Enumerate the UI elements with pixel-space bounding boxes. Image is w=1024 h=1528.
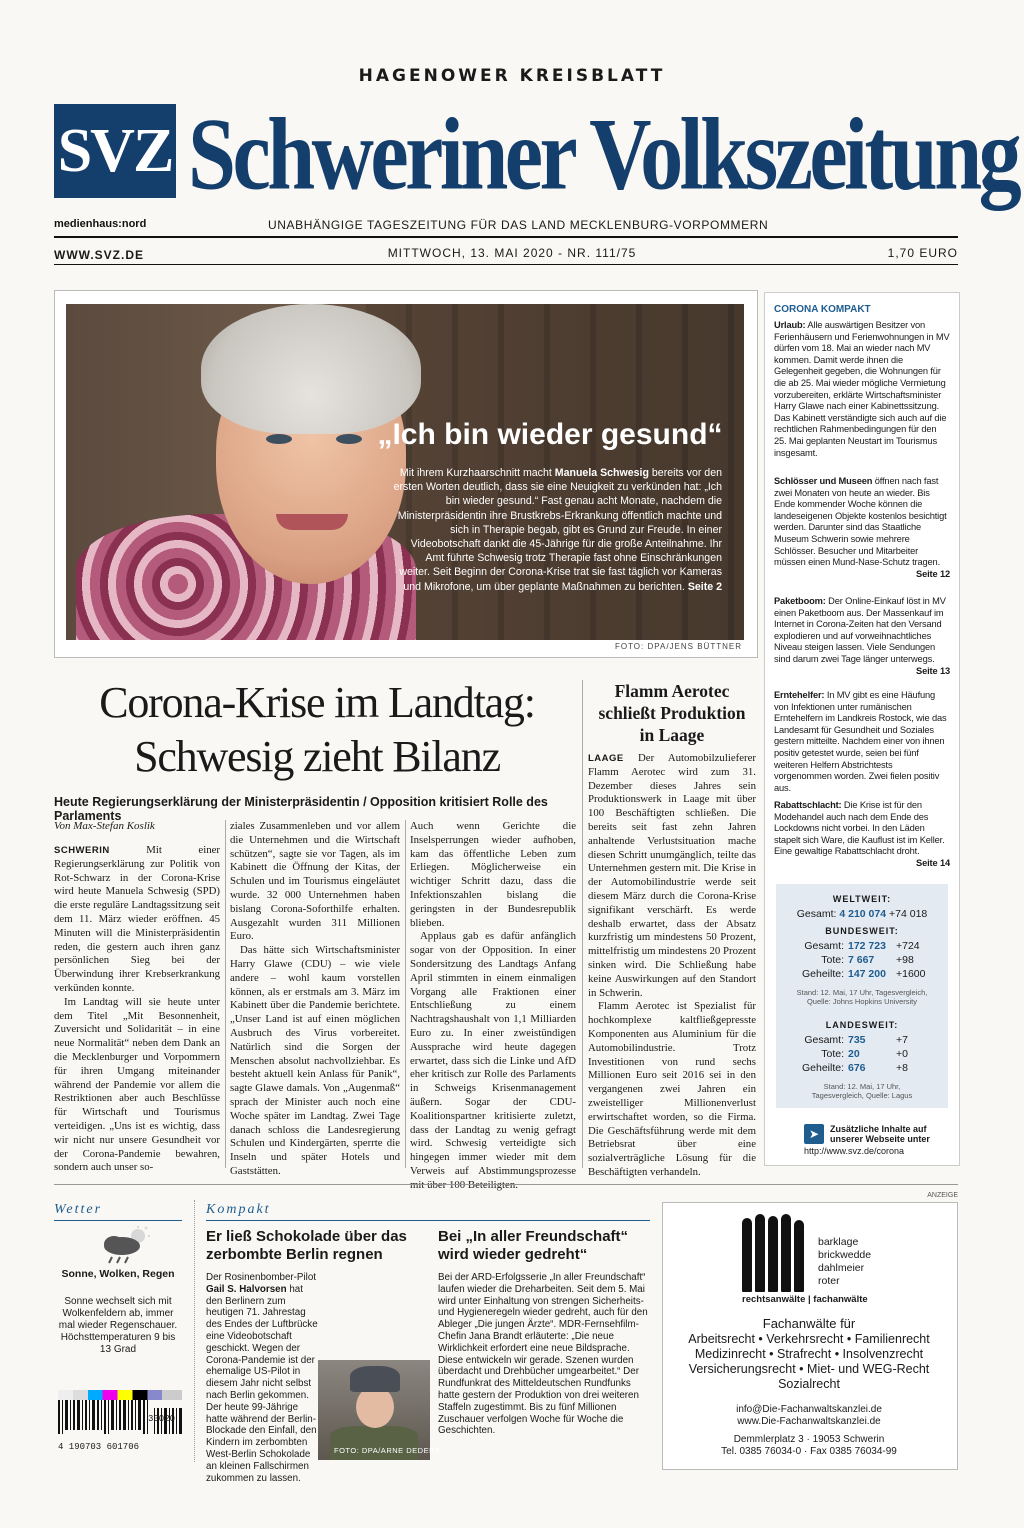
barcode-addon-number: 30020 bbox=[148, 1414, 176, 1424]
column-rule bbox=[225, 820, 226, 1168]
sidebar-item-text: Der Online-Einkauf löst in MV einen Paketboom aus. Der Massenkauf im Internet in Corona-Zeiten hat den Versand explodieren und auf vorweihnachtliches Niveau steigen lassen. Viele Sendungen sind darum zwei Tage länger unterwegs. bbox=[774, 596, 946, 664]
stats-head-state: LANDESWEIT: bbox=[825, 1020, 899, 1030]
sidebar-item-head: Paketboom: bbox=[774, 596, 826, 606]
stat-delta: +0 bbox=[896, 1048, 908, 1060]
price: 1,70 EURO bbox=[887, 246, 958, 260]
stats-head-world: WELTWEIT: bbox=[832, 894, 892, 904]
stats-note: Quelle: Johns Hopkins University bbox=[806, 997, 918, 1006]
paragraph: Auch wenn Gerichte die Inselsperrungen wieder aufhoben, kam das öffentliche Leben zum Erliegen. Möglicherweise ein wichtiger Schritt dazu, dass die Infektionszahlen bislang die geringsten in der Bundesrepublik blieben. bbox=[410, 820, 576, 929]
ad-contact bbox=[662, 1404, 956, 1428]
page-ref[interactable]: Seite 13 bbox=[916, 665, 950, 676]
claim: UNABHÄNGIGE TAGESZEITUNG FÜR DAS LAND MECKLENBURG-VORPOMMERN bbox=[268, 218, 769, 232]
hero-ref[interactable]: Seite 2 bbox=[687, 580, 722, 593]
hero-text bbox=[392, 466, 722, 594]
publisher-name: medienhaus:nord bbox=[54, 218, 147, 230]
paragraph: Das hätte sich Wirtschaftsminister Harry Glawe (CDU) – wie viele andere – wohl kaum vorstellen können, als er erstmals am 3. März im Kabinett über die Pandemie berichtete. „Unser Land ist auf einen möglichen Ausbruch des Virus vorbereitet. Natürlich sind die Sorgen der Menschen absolut nachvollziehbar. Es besteht aktuell kein Anlass für Panik“, sagte Glawe damals. Von „Augenmaß“ sprach der Minister auch noch eine Woche später im Landtag. Zwei Tage danach schloss die Landesregierung Schulen und Kindergärten, sperrte die Inseln und später Hotels und Gaststätten. bbox=[230, 944, 400, 1177]
sidebar-item-head: Schlösser und Museen bbox=[774, 476, 873, 486]
sidebar-item[interactable] bbox=[774, 320, 950, 459]
stat-value: 7 667 bbox=[848, 954, 875, 966]
partner-name: barklage bbox=[818, 1236, 859, 1248]
dateline-place: SCHWERIN bbox=[54, 845, 110, 856]
logo-bar bbox=[794, 1220, 804, 1292]
ad-web[interactable]: www.Die-Fachanwaltskanzlei.de bbox=[737, 1416, 881, 1427]
freundschaft-text: Bei der ARD-Erfolgsserie „In aller Freundschaft“ laufen wieder die Dreharbeiten. Seit dem 5. Mai wird unter Einhaltung von strengen Sicherheits- und Hygieneregeln wieder gedreht, auch für den Ableger „Die jungen Ärzte“. MDR-Fernsehfilm-Chefin Jana Brandt erläuterte: „Die neue Wirklichkeit erfordert eine neue Bildsprache. Diese entwickeln wir gerade. Szenen wurden überdacht und Drehbücher umgearbeitet.“ Der Rundfunkrat des Mitteldeutschen Rundfunks hatte gestern der Produktion von drei weiteren Staffeln zugestimmt. Bis zu fünf Millionen Zuschauer verfolgen Woche für Woche die Geschichten. bbox=[438, 1272, 648, 1437]
stat-label: Tote: bbox=[821, 954, 844, 966]
website-link[interactable]: WWW.SVZ.DE bbox=[54, 248, 144, 262]
stat-delta: +1600 bbox=[896, 968, 926, 980]
flamm-headline[interactable] bbox=[588, 680, 756, 746]
newspaper-title[interactable]: Schweriner Volkszeitung bbox=[188, 98, 1019, 212]
page-ref[interactable]: Seite 12 bbox=[916, 568, 950, 579]
ad-label: ANZEIGE bbox=[927, 1192, 958, 1199]
sidebar-item[interactable] bbox=[774, 690, 950, 794]
paragraph: Flamm Aerotec ist Spezialist für hochkomplexe kaltfließgepresste Komponenten aus Aluminium für die Automobilindustrie. Trotz Investitionen von rund sechs Millionen Euro seit 2016 sei in den vergangenen zwei Jahren ein zweistelliger Millionenverlust erwirtschaftet worden, so die Firma. Die Geschäftsführung werde mit dem Betriebsrat über eine sozialverträgliche Lösung für die Beschäftigten verhandeln. bbox=[588, 1000, 756, 1178]
weather-title: Wetter bbox=[54, 1202, 103, 1217]
stat-label: Gesamt: bbox=[796, 908, 837, 920]
publisher-logo bbox=[54, 218, 146, 230]
stat-label: Gesamt: bbox=[804, 940, 844, 952]
partner-name: dahlmeier bbox=[818, 1262, 865, 1274]
face bbox=[356, 1386, 394, 1428]
lead-column-1 bbox=[54, 844, 220, 1175]
stat-delta: +8 bbox=[896, 1062, 908, 1074]
extra-content-label: Zusätzliche Inhalte auf unserer Webseite unter bbox=[830, 1124, 930, 1144]
column-rule bbox=[582, 680, 583, 1168]
hero-text-b: bereits vor den ersten Worten deutlich, dass sie eine Neuigkeit zu verkünden hat: „Ich bin wieder gesund.“ Fast genau acht Monate, nachdem die Ministerpräsidentin ihre Brustkrebs-Erkrankung öffentlich machte und sich in Therapie begab, gibt es Grund zur Freude. In einer Videobotschaft dankt die 45-Jährige für die große Anteilnahme. Ihr Amt führte Schwesig trotz Therapie fast ohne Einschränkungen weiter. Seit Beginn der Corona-Krise trat sie fast täglich vor Kameras und Mikrofone, um über geplante Maßnahmen zu berichten. bbox=[393, 467, 722, 593]
headline-line: schließt Produktion bbox=[598, 703, 746, 723]
weather-caption: Sonne, Wolken, Regen bbox=[61, 1268, 175, 1280]
kompakt-title: Kompakt bbox=[206, 1202, 271, 1217]
sidebar-item-head: Erntehelfer: bbox=[774, 690, 825, 700]
ad-email[interactable]: info@Die-Fachanwaltskanzlei.de bbox=[736, 1404, 882, 1415]
ad-fach: Fachanwälte für bbox=[762, 1316, 856, 1331]
sidebar-item[interactable] bbox=[774, 596, 950, 677]
sidebar-title: CORONA KOMPAKT bbox=[774, 304, 871, 315]
sidebar-item[interactable] bbox=[774, 476, 950, 580]
hair bbox=[201, 304, 421, 434]
text-part: Der Rosinenbomber-Pilot bbox=[206, 1272, 316, 1283]
sidebar-item-text: In MV gibt es eine Häufung von Infektionen unter rumänischen Erntehelfern im Landkreis Rostock, wie das Landesamt für Gesundheit und Soziales gestern mitteilte. Nachdem einer von ihnen positiv getestet wurde, seien bei fünf weiteren Helfern Abstrichtests vorgenommen worden. Zwei fielen positiv aus. bbox=[774, 690, 947, 793]
stat-delta: +98 bbox=[896, 954, 914, 966]
eye bbox=[266, 434, 292, 444]
dateline-place: LAAGE bbox=[588, 753, 624, 764]
stat-label: Gesamt: bbox=[804, 1034, 844, 1046]
ad-street: Demmlerplatz 3 · 19053 Schwerin bbox=[733, 1434, 885, 1445]
edition-title: HAGENOWER KREISBLATT bbox=[358, 66, 666, 86]
rule-bottom bbox=[54, 264, 958, 265]
ad-list-line: Sozialrecht bbox=[778, 1377, 840, 1391]
sidebar-item-head: Urlaub: bbox=[774, 320, 806, 330]
hero-text-a: Mit ihrem Kurzhaarschnitt macht bbox=[399, 467, 555, 479]
stat-delta: +7 bbox=[896, 1034, 908, 1046]
sidebar-item-head: Rabattschlacht: bbox=[774, 800, 842, 810]
page-ref[interactable]: Seite 14 bbox=[916, 857, 950, 868]
dateline: MITTWOCH, 13. MAI 2020 - NR. 111/75 bbox=[387, 246, 637, 260]
ad-list-line: Arbeitsrecht • Verkehrsrecht • Familienrecht bbox=[688, 1332, 930, 1346]
weather-cloud-rain-icon bbox=[96, 1226, 156, 1266]
rule-top bbox=[54, 236, 958, 238]
extra-content-link[interactable]: http://www.svz.de/corona bbox=[804, 1146, 905, 1156]
stat-label: Tote: bbox=[821, 1048, 844, 1060]
logo-bar bbox=[742, 1218, 752, 1292]
cap bbox=[350, 1366, 400, 1392]
section-divider bbox=[54, 1184, 958, 1185]
stat-delta: +724 bbox=[896, 940, 920, 952]
hero-title[interactable]: „Ich bin wieder gesund“ bbox=[377, 418, 723, 451]
stat-value: 676 bbox=[848, 1062, 866, 1074]
ad-partner-names bbox=[818, 1236, 871, 1288]
paragraph: ziales Zusammenleben und vor allem die Unternehmen und die Wirtschaft schützen“, sagte sie vor Tagen, als im Kabinett die Öffnung der Kitas, der Schulen und im Tourismus eingeläutet wurde. 32 000 Unternehmen haben bislang Corona-Soforthilfe erhalten. Ausgezahlt wurden 311 Millionen Euro. bbox=[230, 820, 400, 943]
kompakt-rule bbox=[206, 1220, 650, 1221]
partner-name: roter bbox=[818, 1275, 840, 1287]
ad-list-line: Versicherungsrecht • Miet- und WEG-Recht bbox=[688, 1362, 930, 1376]
headline-line: in Laage bbox=[639, 725, 705, 745]
stats-note: Tagesvergleich, Quelle: Lagus bbox=[811, 1091, 913, 1100]
paragraph: Applaus gab es dafür anfänglich sogar von der Opposition. In einer Sondersitzung des Landtags Anfang April stimmten in einem einmaligen Vorgang alle Fraktionen einer Entschließung zu einem Nachtragshaushalt von 1,1 Milliarden Euro zu. In einer zweistündigen Aussprache wird heute dagegen erwartet, dass sich die Linke und AfD eher kritisch zur Rolle des Parlaments in Schweigs Krisenmanagement äußern. Sogar der CDU-Koalitionspartner kritisierte zuletzt, dass der Landtag zu wenig gefragt wird. Schwesig verteidigte sich hingegen immer wieder mit dem Verweis auf Abstimmungsprozesse bbox=[410, 930, 576, 1177]
hero-name: Manuela Schwesig bbox=[554, 467, 649, 479]
cursor-icon: ➤ bbox=[804, 1124, 824, 1144]
lead-column-3 bbox=[410, 820, 576, 1193]
sidebar-item-text: Alle auswärtigen Besitzer von Ferienhäusern und Ferienwohnungen in MV dürfen vom 18. Mai an wieder nach MV kommen. Damit werde ihnen die Gelegenheit gegeben, die Wohnungen für die ab 25. Mai wieder mögliche Vermietung vorzubereiten, erklärte Wirtschaftsminister Harry Glawe nach einer Kabinettssitzung. Das Kabinett verständigte sich auch auf die rechtlichen Rahmenbedingungen für den 25. Mai geplanten Neustart im Tourismus insgesamt. bbox=[774, 320, 950, 458]
lead-column-2 bbox=[230, 820, 400, 1179]
weather-rule bbox=[54, 1220, 182, 1221]
logo-bar bbox=[781, 1214, 791, 1292]
partner-name: brickwedde bbox=[818, 1249, 872, 1261]
stat-label: Geheilte: bbox=[801, 968, 844, 980]
ad-list-line: Medizinrecht • Strafrecht • Insolvenzrecht bbox=[694, 1347, 924, 1361]
headline-line-1: Corona-Krise im Landtag: bbox=[99, 678, 535, 727]
schoko-text bbox=[206, 1272, 318, 1484]
barcode-number: 4 190703 601706 bbox=[58, 1442, 140, 1452]
logo-bar bbox=[755, 1214, 765, 1292]
freundschaft-headline[interactable]: Bei „In aller Freundschaft“ wird wieder gedreht“ bbox=[438, 1228, 629, 1263]
logo-bar bbox=[768, 1216, 778, 1292]
lead-subhead: Heute Regierungserklärung der Ministerpräsidentin / Opposition kritisiert Rolle des Parlaments bbox=[54, 795, 548, 823]
sidebar-item-text: Die Krise ist für den Modehandel auch nach dem Ende des Lockdowns nicht vorbei. In den Läden stapelt sich Ware, die Kauflust ist im Keller. Eine gewaltige Rabattschlacht droht. bbox=[774, 800, 945, 857]
paragraph: Mit einer Regierungserklärung zur Politik von Rot-Schwarz in der Corona-Krise wird heute Manuela Schwesig (SPD) die erste reguläre Landtagssitzung seit dem 11. März wieder eröffnen. 45 Minuten will die Ministerpräsidentin reden, die gestern auch ihren ganz persönlichen Sieg bei der Überwindung ihrer Krebserkrankung verkünden konnte. bbox=[54, 844, 220, 994]
paragraph: Im Landtag will sie heute unter dem Titel „Mit Besonnenheit, Zuversicht und Solidarität – in eine neue Normalität“ neben dem Dank an die Mecklenburger und Vorpommern für ihren Umgang miteinander während der Pandemie vor allem die Restriktionen aber auch Beschlüsse für Wirtschaft und Tourismus verteidigen. „Uns ist es wichtig, dass wir nicht nur unsere Gesundheit vor der Corona-Pandemie bewahren, sondern auch unser so- bbox=[54, 995, 220, 1174]
stat-value: 4 210 074 bbox=[839, 908, 887, 920]
photo-credit: FOTO: DPA/JENS BÜTTNER bbox=[614, 642, 742, 651]
case-stats-box bbox=[776, 884, 948, 1108]
stat-value: 735 bbox=[848, 1034, 866, 1046]
column-rule bbox=[194, 1200, 196, 1462]
svz-logo[interactable]: SVZ bbox=[54, 104, 176, 198]
column-rule bbox=[405, 820, 406, 1168]
byline: Von Max-Stefan Koslik bbox=[54, 820, 155, 832]
text-part: hat den Berlinern zum heutigen 71. Jahrestag des Endes der Luftbrücke eine Videobotschaft geschickt. Wegen der Corona-Pandemie ist der ehemalige US-Pilot in diesem Jahr nicht selbst nach Berlin gekommen. Der heute 99-Jährige hatte während der Berlin-Blockade den Einfall, den Kindern im zerbombten West-Berlin Schokolade an kleinen Fallschirmen zukommen zu lassen. bbox=[206, 1283, 318, 1484]
flamm-column bbox=[588, 752, 756, 1180]
ad-phone: Tel. 0385 76034-0 · Fax 0385 76034-99 bbox=[721, 1446, 897, 1457]
weather-text: Sonne wechselt sich mit Wolkenfeldern ab, immer mal wieder Regenschauer. Höchsttemperaturen 9 bis 13 Grad bbox=[58, 1296, 178, 1355]
eye bbox=[336, 434, 362, 444]
stat-value: 172 723 bbox=[848, 940, 886, 952]
stats-note: Stand: 12. Mai, 17 Uhr, bbox=[823, 1082, 901, 1091]
stats-head-federal: BUNDESWEIT: bbox=[825, 926, 899, 936]
stat-value: 20 bbox=[848, 1048, 860, 1060]
mouth bbox=[276, 514, 348, 530]
schoko-headline[interactable]: Er ließ Schokolade über das zerbombte Berlin regnen bbox=[206, 1228, 407, 1263]
person-name: Gail S. Halvorsen bbox=[206, 1283, 287, 1295]
headline-line: Flamm Aerotec bbox=[614, 681, 730, 701]
stat-delta: +74 018 bbox=[889, 908, 928, 920]
headline-line-2: Schwesig zieht Bilanz bbox=[134, 732, 500, 781]
lead-headline[interactable] bbox=[54, 676, 580, 784]
sidebar-item[interactable] bbox=[774, 800, 950, 870]
barcode-icon bbox=[54, 1386, 186, 1436]
stat-label: Geheilte: bbox=[801, 1062, 844, 1074]
sidebar-item-text: öffnen nach fast zwei Monaten von heute an wieder. Bis Ende kommender Woche können die landeseigenen Objekte kostenlos besichtigt werden. Darunter sind das Staatliche Museum Schwerin sowie mehrere Schlösser. Besucher und Mitarbeiter müssen einen Mund-Nase-Schutz tragen. bbox=[774, 476, 947, 568]
ad-firm: rechtsanwälte | fachanwälte bbox=[742, 1294, 868, 1305]
ad-list bbox=[662, 1332, 956, 1392]
photo-credit: FOTO: DPA/ARNE DEDERT bbox=[334, 1446, 440, 1455]
stats-note: Stand: 12. Mai, 17 Uhr, Tagesvergleich, bbox=[796, 988, 928, 997]
paragraph: Der Automobilzulieferer Flamm Aerotec wird zum 31. Dezember dieses Jahres sein Produktionswerk in Laage mit über 100 Beschäftigten schließen. Die bereits seit fast zehn Jahren anhaltende Verlustsituation mache diesen Schritt unumgänglich, teilte das Unternehmen gestern mit. Die Krise in der Automobilindustrie werde seit diesem März durch die Corona-Krise signifikant verschärft. Es werde deshalb erwartet, dass der Absatz kurzfristig um mindestens 50 Prozent, mittelfristig um mindestens 20 Prozent sinken wird. Die Schließung habe keine Auswirkungen auf den Standort in Schwerin. bbox=[588, 752, 756, 999]
law-firm-logo-icon bbox=[742, 1214, 810, 1292]
pilot-photo[interactable] bbox=[318, 1360, 430, 1460]
stat-value: 147 200 bbox=[848, 968, 886, 980]
ad-address bbox=[662, 1434, 956, 1458]
stats-row-world bbox=[776, 908, 948, 920]
